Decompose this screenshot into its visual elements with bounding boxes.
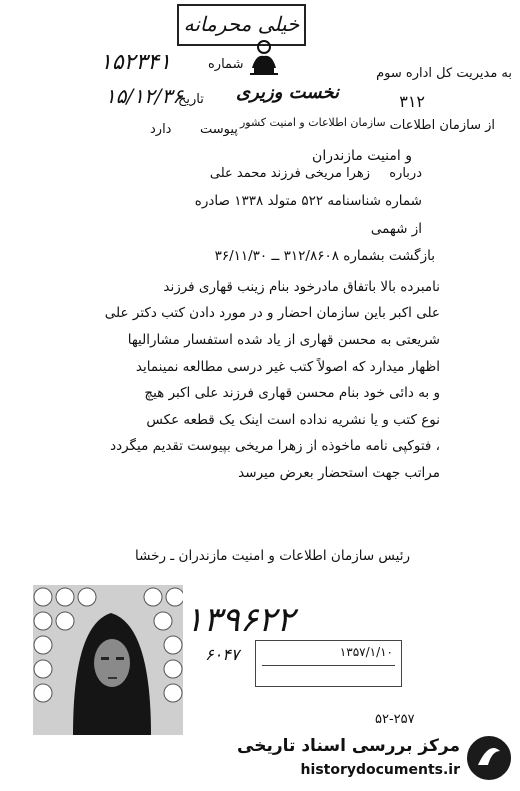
paragraph-line: مراتب جهت استحضار بعرض میرسد [238, 465, 440, 481]
watermark-title: مرکز بررسی اسناد تاریخی [237, 736, 460, 756]
emblem-icon [246, 38, 282, 78]
classification-stamp: خیلی محرمانه [177, 4, 306, 46]
paragraph-line: اظهار میدارد که اصولاً کتب غیر درسی مطالعه نمینماید [135, 359, 440, 375]
from-line: از سازمان اطلاعات [389, 118, 495, 133]
id-line: شماره شناسنامه ۵۲۲ متولد ۱۳۳۸ صادره [194, 193, 422, 209]
portrait-photo [33, 585, 183, 735]
paragraph-line: علی اکبر باین سازمان احضار و در مورد دادن کتب دکتر علی [104, 305, 440, 321]
paragraph-line: نوع کتب و یا نشریه نداده است اینک یک قطعه عکس [146, 412, 440, 428]
watermark-url: historydocuments.ir [300, 762, 460, 778]
handwritten-sub: ۶۰۴۷ [205, 645, 240, 664]
registration-stamp [255, 640, 402, 687]
attachment-value: دارد [150, 122, 172, 137]
file-number: ۳۱۲ [399, 92, 425, 111]
paragraph-line: نامبرده بالا باتفاق مادرخود بنام زینب قهاری فرزند [163, 279, 440, 295]
registration-date: ۱۳۵۷/۱/۱۰ [339, 645, 393, 659]
date-value: ۱۵/۱۲/۳۶ [105, 84, 183, 108]
subject-line: زهرا مریخی فرزند محمد علی [209, 166, 370, 181]
number-label: شماره [208, 57, 244, 72]
from-place: از شهمی [370, 221, 422, 237]
to-label: به مدیریت کل اداره سوم [376, 66, 512, 81]
recipient-line: و امنیت مازندران [312, 148, 412, 164]
reference-line: بازگشت بشماره ۳۱۲/۸۶۰۸ ــ ۳۶/۱۱/۳۰ [214, 248, 435, 264]
brand-logo-icon [466, 735, 512, 781]
bottom-code: ۵۲-۲۵۷ [375, 712, 415, 727]
signature-line: رئیس سازمان اطلاعات و امنیت مازندران ـ رخشا [134, 548, 410, 564]
paragraph-line: و به دائی خود بنام محسن قهاری فرزند علی اکبر هیچ [144, 385, 440, 401]
attachment-label: پیوست [200, 122, 238, 137]
org-name: سازمان اطلاعات و امنیت کشور [240, 116, 386, 129]
paragraph-line: ، فتوکپی نامه ماخوذه از زهرا مریخی بپیوست تقدیم میگردد [110, 438, 440, 454]
handwritten-number: ۱۳۹۶۲۲ [185, 600, 295, 640]
number-value: ۱۵۲۳۴۱ [100, 50, 171, 75]
date-label: تاریخ [178, 92, 204, 107]
watermark [228, 730, 520, 791]
paragraph-line: شریعتی به محسن قهاری از یاد شده استفسار مشارالیها [127, 332, 440, 348]
ministry-title: نخست وزیری [236, 82, 340, 103]
subject-prefix: درباره [389, 166, 422, 181]
